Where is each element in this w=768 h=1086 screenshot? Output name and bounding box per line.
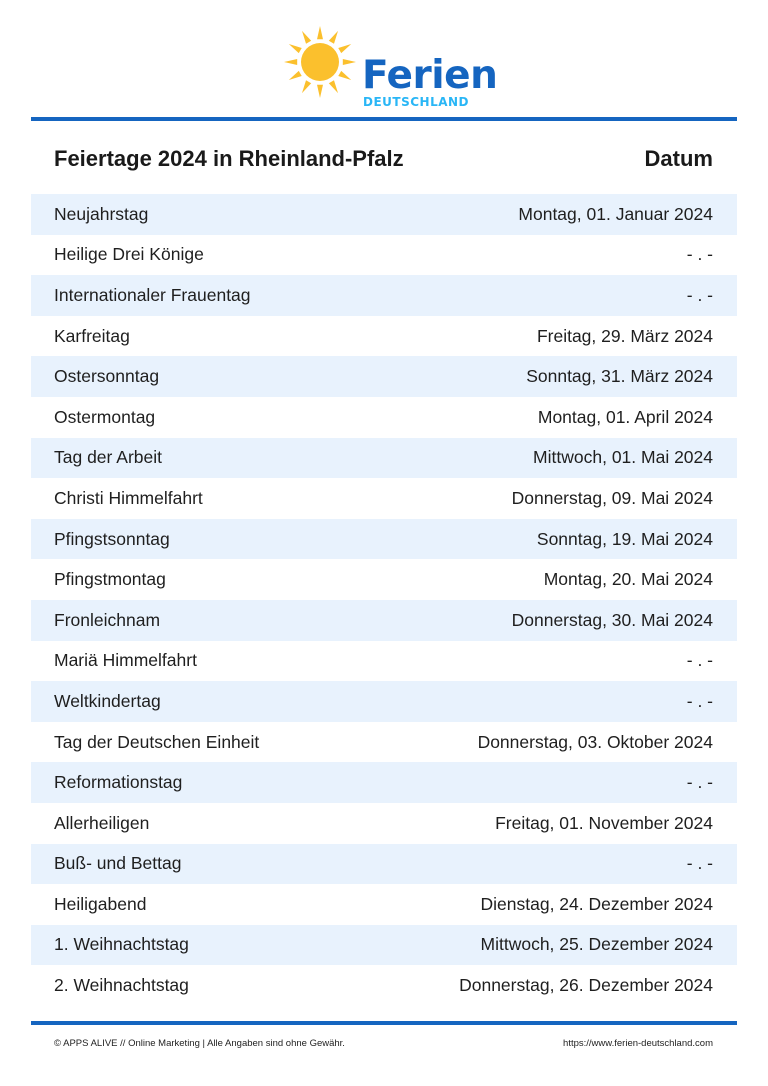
page-title: Feiertage 2024 in Rheinland-Pfalz	[54, 146, 404, 171]
table-row	[31, 600, 737, 641]
holiday-name: Ostersonntag	[54, 366, 160, 387]
holiday-date: - . -	[686, 772, 713, 793]
table-row	[31, 559, 737, 600]
sun-ray	[317, 26, 323, 39]
holiday-date: Donnerstag, 30. Mai 2024	[511, 609, 713, 630]
holiday-date: Mittwoch, 01. Mai 2024	[533, 447, 713, 468]
table-row	[31, 681, 737, 722]
sun-ray	[343, 59, 356, 65]
sun-ray	[329, 80, 338, 93]
footer-copyright: © APPS ALIVE // Online Marketing | Alle Angaben sind ohne Gewähr.	[54, 1038, 345, 1049]
holiday-date: - . -	[686, 650, 713, 671]
sun-ray	[338, 44, 351, 53]
table-row	[31, 925, 737, 966]
holiday-name: Ostermontag	[54, 406, 156, 427]
holiday-name: Mariä Himmelfahrt	[54, 650, 197, 671]
holiday-name: Karfreitag	[54, 325, 130, 346]
table-row	[31, 194, 737, 235]
holiday-date: Montag, 01. Januar 2024	[518, 203, 713, 224]
sun-ray	[289, 71, 302, 80]
holiday-name: Pfingstsonntag	[54, 528, 170, 549]
sun-ray	[317, 85, 323, 98]
holiday-name: 1. Weihnachtstag	[54, 934, 189, 955]
holiday-date: Donnerstag, 09. Mai 2024	[511, 487, 713, 508]
table-row	[31, 519, 737, 560]
holiday-date: Montag, 01. April 2024	[537, 406, 713, 427]
holiday-name: Weltkindertag	[54, 690, 161, 711]
table-row	[31, 397, 737, 438]
date-column-header: Datum	[644, 146, 713, 171]
sun-ray	[284, 59, 297, 65]
sun-ray	[289, 44, 302, 53]
brand-logo	[282, 24, 498, 109]
holiday-date: - . -	[686, 244, 713, 265]
table-row	[31, 884, 737, 925]
holiday-name: Christi Himmelfahrt	[54, 487, 203, 508]
table-row	[31, 235, 737, 276]
top-divider	[31, 117, 737, 121]
holiday-table	[31, 194, 737, 1006]
table-row	[31, 722, 737, 763]
holiday-name: Pfingstmontag	[54, 569, 166, 590]
holiday-date: Mittwoch, 25. Dezember 2024	[480, 934, 713, 955]
sun-ray	[302, 31, 311, 44]
table-row	[31, 803, 737, 844]
holiday-name: Internationaler Frauentag	[54, 284, 251, 305]
table-row	[31, 438, 737, 479]
table-header	[54, 143, 713, 175]
holiday-name: Neujahrstag	[54, 203, 149, 224]
holiday-name: Fronleichnam	[54, 609, 161, 630]
holiday-date: Donnerstag, 03. Oktober 2024	[477, 731, 713, 752]
table-row	[31, 275, 737, 316]
sun-icon	[282, 24, 362, 100]
holiday-name: 2. Weihnachtstag	[54, 975, 189, 996]
holiday-date: - . -	[686, 690, 713, 711]
holiday-name: Heiligabend	[54, 893, 147, 914]
footer	[54, 1038, 713, 1049]
table-row	[31, 641, 737, 682]
table-row	[31, 762, 737, 803]
table-row	[31, 844, 737, 885]
holiday-name: Buß- und Bettag	[54, 853, 182, 874]
table-row	[31, 356, 737, 397]
logo-subtitle: DEUTSCHLAND	[363, 95, 470, 109]
holiday-name: Tag der Arbeit	[54, 447, 162, 468]
sun-ray	[338, 71, 351, 80]
sun-ray	[302, 80, 311, 93]
holiday-name: Reformationstag	[54, 772, 183, 793]
holiday-name: Heilige Drei Könige	[54, 244, 204, 265]
sun-ray	[329, 31, 338, 44]
holiday-date: Freitag, 29. März 2024	[536, 325, 713, 346]
bottom-divider	[31, 1021, 737, 1025]
holiday-date: - . -	[686, 853, 713, 874]
holiday-name: Allerheiligen	[54, 812, 150, 833]
holiday-date: Sonntag, 19. Mai 2024	[536, 528, 713, 549]
footer-url: https://www.ferien-deutschland.com	[563, 1038, 713, 1049]
holiday-date: Donnerstag, 26. Dezember 2024	[459, 975, 713, 996]
holiday-date: - . -	[686, 284, 713, 305]
holiday-date: Sonntag, 31. März 2024	[526, 366, 713, 387]
table-row	[31, 965, 737, 1006]
holiday-date: Freitag, 01. November 2024	[495, 812, 713, 833]
holiday-date: Montag, 20. Mai 2024	[543, 569, 713, 590]
logo-wordmark: Ferien	[362, 53, 498, 98]
holiday-date: Dienstag, 24. Dezember 2024	[480, 893, 713, 914]
holiday-name: Tag der Deutschen Einheit	[54, 731, 260, 752]
table-row	[31, 316, 737, 357]
table-row	[31, 478, 737, 519]
